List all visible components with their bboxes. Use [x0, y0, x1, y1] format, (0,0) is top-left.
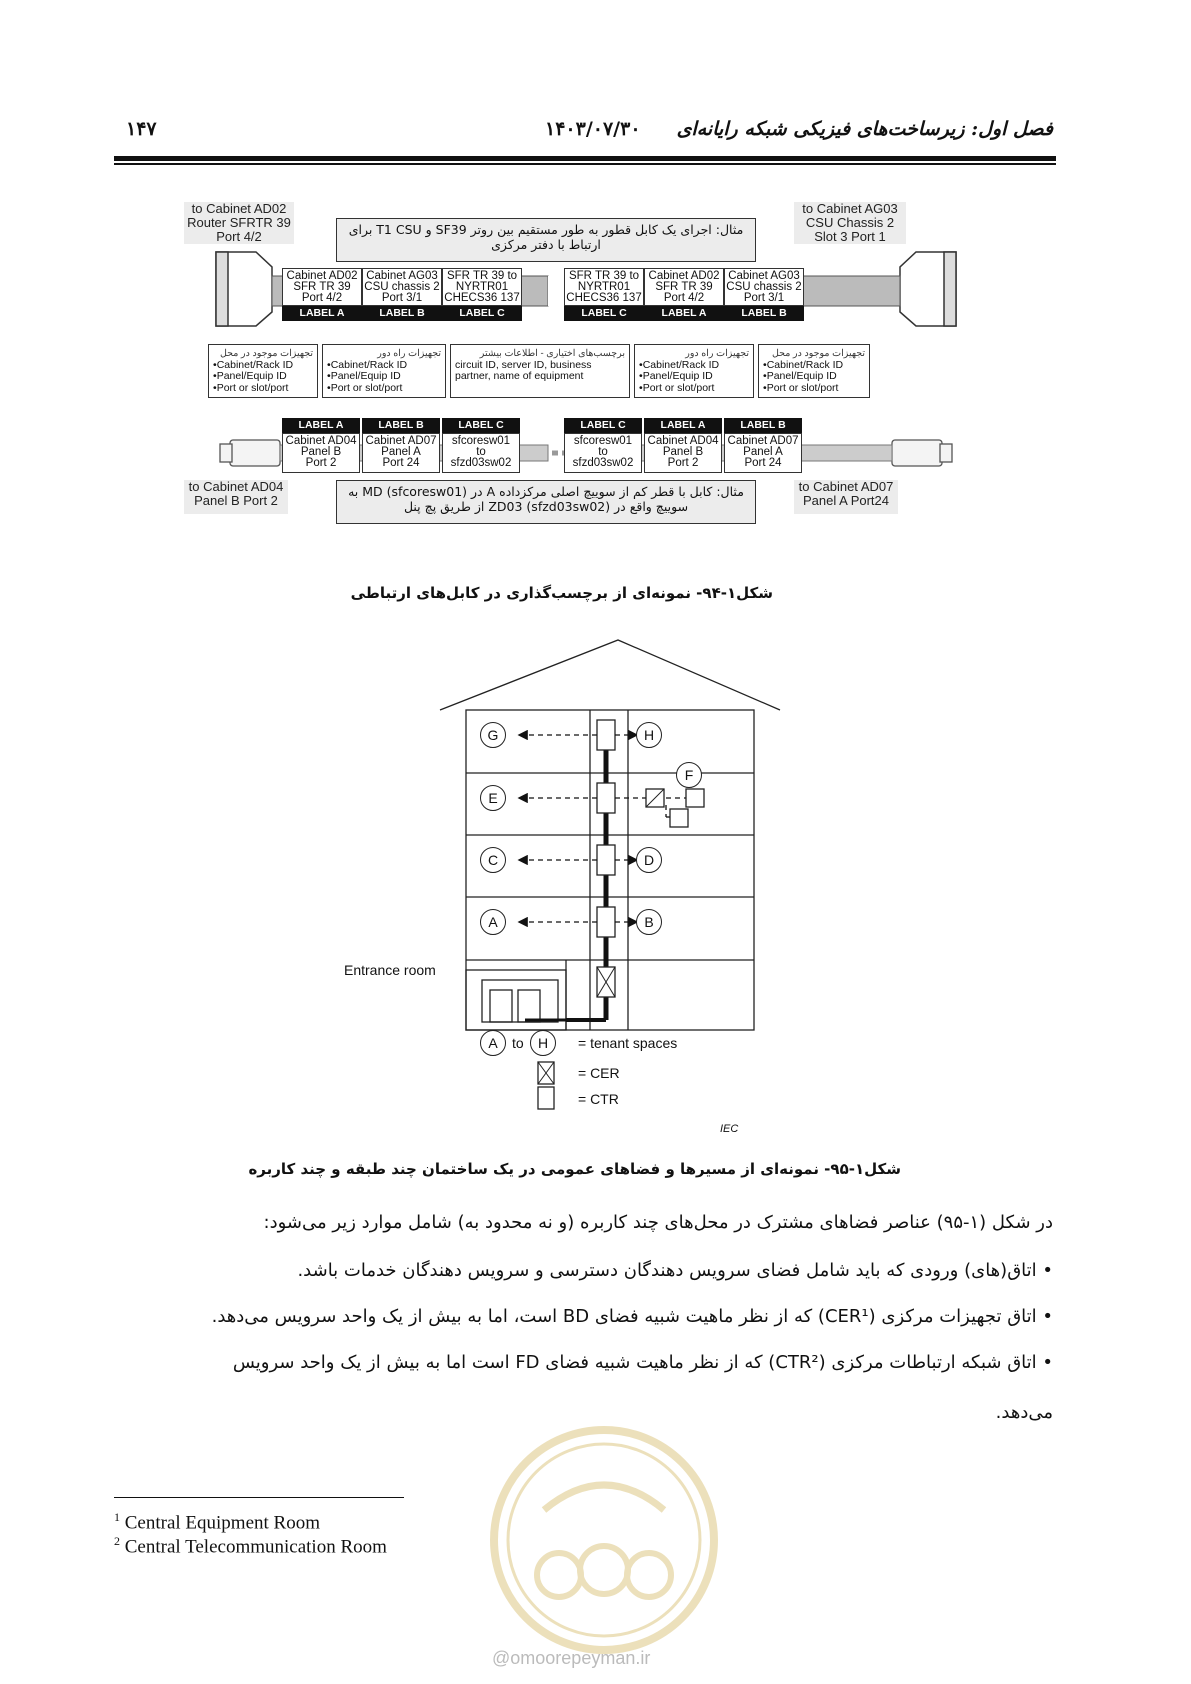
footnote-rule [114, 1497, 404, 1498]
entrance-room-label: Entrance room [344, 962, 436, 978]
top-right-destination: to Cabinet AG03 CSU Chassis 2 Slot 3 Port 1 [794, 202, 906, 244]
tenant-space-h: H [636, 722, 662, 748]
bottom-left-destination: to Cabinet AD04 Panel B Port 2 [184, 480, 288, 514]
footnote-1: $^1$ Central Equipment Room [114, 1510, 321, 1534]
header-rule [114, 156, 1056, 161]
legend-cer-text: = CER [578, 1065, 620, 1081]
label-tag: LABEL A [282, 306, 362, 321]
list-item: • اتاق(های) ورودی که باید شامل فضای سرویس دهندگان دسترسی و سرویس دهندگان خدمات باشد. [297, 1260, 1053, 1281]
figure-94-caption: شکل۱-۹۴- نمونه‌ای از برچسب‌گذاری در کابل‌های ارتباطی [350, 584, 773, 602]
header-rule-thin [114, 163, 1056, 165]
label-cell: SFR TR 39 to NYRTR01 CHECS36 137 [442, 268, 522, 306]
figure-source: IEC [720, 1123, 739, 1135]
label-cell: Cabinet AD02 SFR TR 39 Port 4/2 [644, 268, 724, 306]
label-tag: LABEL C [564, 306, 644, 321]
tenant-space-d: D [636, 847, 662, 873]
info-box-remote: تجهیزات راه دور • Cabinet/Rack ID • Panel/Equip ID • Port or slot/port [634, 344, 754, 398]
tenant-space-a: A [480, 909, 506, 935]
watermark-handle: @omoorepeyman.ir [492, 1648, 651, 1668]
label-cell: Cabinet AD04 Panel B Port 2 [282, 433, 360, 473]
tenant-space-f: F [676, 762, 702, 788]
figure-95-caption: شکل۱-۹۵- نمونه‌ای از مسیرها و فضاهای عمومی در یک ساختمان چند طبقه و چند کاربره [248, 1160, 901, 1178]
info-box-local: تجهیزات موجود در محل • Cabinet/Rack ID • Panel/Equip ID • Port or slot/port [758, 344, 870, 398]
label-cell: Cabinet AD07 Panel A Port 24 [362, 433, 440, 473]
label-tag: LABEL C [442, 306, 522, 321]
page-number: ۱۴۷ [126, 118, 157, 140]
label-tag: LABEL A [644, 418, 722, 433]
info-box-remote: تجهیزات راه دور • Cabinet/Rack ID • Panel/Equip ID • Port or slot/port [322, 344, 446, 398]
tenant-space-b: B [636, 909, 662, 935]
rj45-left [230, 440, 280, 466]
legend-tenant-to: H [530, 1030, 556, 1056]
label-cell: SFR TR 39 to NYRTR01 CHECS36 137 [564, 268, 644, 306]
footnote-2: $^2$ Central Telecommunication Room [114, 1534, 387, 1558]
tenant-space-g: G [480, 722, 506, 748]
label-tag: LABEL C [564, 418, 642, 433]
header-date: ۱۴۰۳/۰۷/۳۰ [545, 118, 641, 140]
label-tag: LABEL B [362, 306, 442, 321]
intro-paragraph: در شکل (۱-۹۵) عناصر فضاهای مشترک در محل‌های چند کاربره (و نه محدود به) شامل موارد زیر می‌شود: [263, 1212, 1053, 1233]
bottom-right-destination: to Cabinet AD07 Panel A Port24 [794, 480, 898, 514]
figure-cable-labeling [187, 201, 976, 568]
label-cell: Cabinet AG03 CSU chassis 2 Port 3/1 [724, 268, 804, 306]
legend-to-word: to [512, 1035, 524, 1051]
label-cell: Cabinet AD07 Panel A Port 24 [724, 433, 802, 473]
label-cell: Cabinet AD04 Panel B Port 2 [644, 433, 722, 473]
label-cell: sfcoresw01 to sfzd03sw02 [442, 433, 520, 473]
info-box-local: تجهیزات موجود در محل • Cabinet/Rack ID • Panel/Equip ID • Port or slot/port [208, 344, 318, 398]
list-item-continuation: می‌دهد. [995, 1402, 1053, 1423]
label-tag: LABEL B [724, 306, 804, 321]
list-item: • اتاق تجهیزات مرکزی (CER¹) که از نظر ماهیت شبیه فضای BD است، اما به بیش از یک واحد سرویس می‌دهد. [211, 1306, 1053, 1327]
tenant-space-e: E [480, 785, 506, 811]
list-item: • اتاق شبکه ارتباطات مرکزی (CTR²) که از نظر ماهیت شبیه فضای FD است اما به بیش از یک واحد سرویس [232, 1352, 1053, 1373]
top-example-note: مثال: اجرای یک کابل قطور به طور مستقیم بین روتر SF39 و T1 CSU برای ارتباط با دفتر مرکزی [336, 218, 756, 262]
legend-ctr-text: = CTR [578, 1091, 619, 1107]
label-tag: LABEL A [282, 418, 360, 433]
label-tag: LABEL B [724, 418, 802, 433]
legend-tenant-from: A [480, 1030, 506, 1056]
top-left-destination: to Cabinet AD02 Router SFRTR 39 Port 4/2 [184, 202, 294, 244]
label-cell: Cabinet AD02 SFR TR 39 Port 4/2 [282, 268, 362, 306]
tenant-space-c: C [480, 847, 506, 873]
watermark-seal [484, 1420, 724, 1660]
figure-building-pathways [344, 625, 820, 1145]
bottom-example-note: مثال: کابل با قطر کم از سوییچ اصلی مرکزداده A در MD (sfcoresw01) به سوییچ واقع در ZD03 (sfzd03sw02) از طریق پچ پنل [336, 480, 756, 524]
info-box-optional: برچسب‌های اختیاری - اطلاعات بیشتر circuit ID, server ID, business partner, name of equipment [450, 344, 630, 398]
label-tag: LABEL B [362, 418, 440, 433]
label-cell: Cabinet AG03 CSU chassis 2 Port 3/1 [362, 268, 442, 306]
label-tag: LABEL A [644, 306, 724, 321]
rj45-right [892, 440, 942, 466]
label-tag: LABEL C [442, 418, 520, 433]
legend-tenant-text: = tenant spaces [578, 1035, 678, 1051]
chapter-title: فصل اول: زیرساخت‌های فیزیکی شبکه رایانه‌ای [676, 118, 1053, 140]
label-cell: sfcoresw01 to sfzd03sw02 [564, 433, 642, 473]
